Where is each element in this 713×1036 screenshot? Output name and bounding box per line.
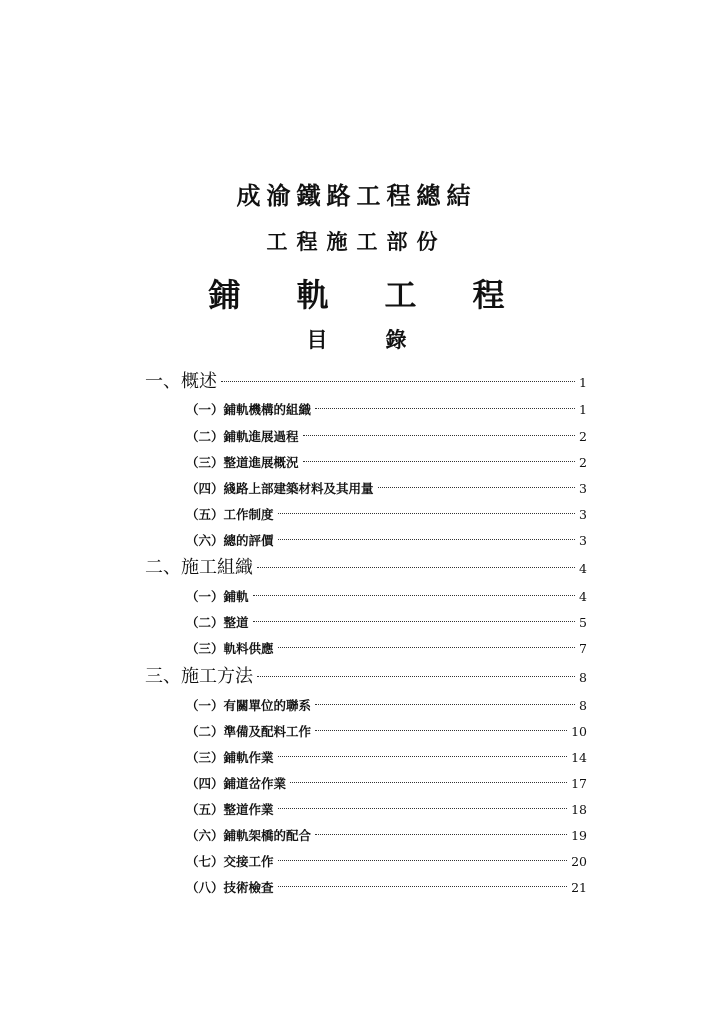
dot-leader — [278, 513, 576, 514]
toc-page-number: 18 — [571, 802, 587, 817]
toc-page-number: 3 — [579, 481, 587, 496]
toc-entry-label: 三、施工方法 — [145, 666, 253, 687]
dot-leader — [315, 834, 567, 835]
dot-leader — [253, 621, 576, 622]
toc-section-row — [145, 666, 587, 688]
toc-page-number: 2 — [579, 455, 587, 470]
dot-leader — [253, 595, 576, 596]
toc-entry-label: （四）綫路上部建築材料及其用量 — [186, 481, 374, 496]
toc-entry-row — [186, 825, 587, 847]
toc-entry-row — [186, 478, 587, 500]
toc-page-number: 5 — [579, 615, 587, 630]
dot-leader — [278, 886, 568, 887]
toc-entry-row — [186, 612, 587, 634]
toc-section-row — [145, 557, 587, 579]
toc-page-number: 4 — [579, 561, 587, 576]
dot-leader — [278, 647, 576, 648]
dot-leader — [278, 756, 568, 757]
toc-entry-row — [186, 747, 587, 769]
toc-entry-row — [186, 586, 587, 608]
toc-page-number: 4 — [579, 589, 587, 604]
toc-page-number: 20 — [571, 854, 587, 869]
section-title: 鋪軌工程 — [208, 276, 561, 314]
toc-entry-row — [186, 721, 587, 743]
toc-entry-label: （一）鋪軌機構的組織 — [186, 402, 312, 417]
dot-leader — [290, 782, 567, 783]
toc-page-number: 1 — [579, 402, 587, 417]
toc-entry-row — [186, 638, 587, 660]
toc-page-number: 1 — [579, 375, 587, 390]
toc-page-number: 3 — [579, 533, 587, 548]
dot-leader — [315, 704, 575, 705]
dot-leader — [378, 487, 576, 488]
dot-leader — [278, 539, 576, 540]
toc-entry-label: （四）鋪道岔作業 — [186, 776, 287, 791]
toc-entry-row — [186, 399, 587, 421]
toc-entry-row — [186, 799, 587, 821]
toc-entry-row — [186, 851, 587, 873]
toc-entry-row — [186, 452, 587, 474]
contents-heading: 目錄 — [306, 327, 465, 352]
toc-entry-row — [186, 695, 587, 717]
toc-entry-label: （二）準備及配料工作 — [186, 724, 312, 739]
toc-entry-label: （五）工作制度 — [186, 507, 274, 522]
toc-entry-label: （八）技術檢查 — [186, 880, 274, 895]
toc-entry-label: （一）有關單位的聯系 — [186, 698, 312, 713]
toc-entry-label: （一）鋪軌 — [186, 589, 249, 604]
toc-entry-label: （二）鋪軌進展過程 — [186, 429, 299, 444]
toc-entry-label: 一、概述 — [145, 371, 217, 392]
toc-entry-label: （三）鋪軌作業 — [186, 750, 274, 765]
toc-page-number: 8 — [579, 698, 587, 713]
toc-entry-row — [186, 426, 587, 448]
dot-leader — [315, 730, 567, 731]
dot-leader — [278, 860, 568, 861]
toc-page-number: 14 — [571, 750, 587, 765]
toc-entry-row — [186, 773, 587, 795]
dot-leader — [303, 435, 576, 436]
toc-entry-label: （五）整道作業 — [186, 802, 274, 817]
toc-entry-label: （三）整道進展概況 — [186, 455, 299, 470]
toc-entry-row — [186, 530, 587, 552]
toc-page-number: 8 — [579, 670, 587, 685]
dot-leader — [221, 381, 575, 382]
dot-leader — [257, 676, 575, 677]
dot-leader — [257, 567, 575, 568]
toc-entry-row — [186, 877, 587, 899]
toc-page-number: 17 — [571, 776, 587, 791]
toc-entry-label: 二、施工組織 — [145, 557, 253, 578]
toc-page-number: 7 — [579, 641, 587, 656]
toc-page-number: 19 — [571, 828, 587, 843]
toc-entry-label: （七）交接工作 — [186, 854, 274, 869]
dot-leader — [303, 461, 576, 462]
main-title: 成渝鐵路工程總結 — [236, 181, 477, 210]
toc-entry-row — [186, 504, 587, 526]
toc-page-number: 21 — [571, 880, 587, 895]
toc-page-number: 2 — [579, 429, 587, 444]
dot-leader — [278, 808, 568, 809]
toc-entry-label: （六）總的評價 — [186, 533, 274, 548]
toc-entry-label: （六）鋪軌架橋的配合 — [186, 828, 312, 843]
toc-section-row — [145, 371, 587, 393]
toc-entry-label: （二）整道 — [186, 615, 249, 630]
toc-page-number: 10 — [571, 724, 587, 739]
subtitle: 工程施工部份 — [266, 229, 447, 254]
toc-entry-label: （三）軌料供應 — [186, 641, 274, 656]
dot-leader — [315, 408, 575, 409]
toc-page-number: 3 — [579, 507, 587, 522]
